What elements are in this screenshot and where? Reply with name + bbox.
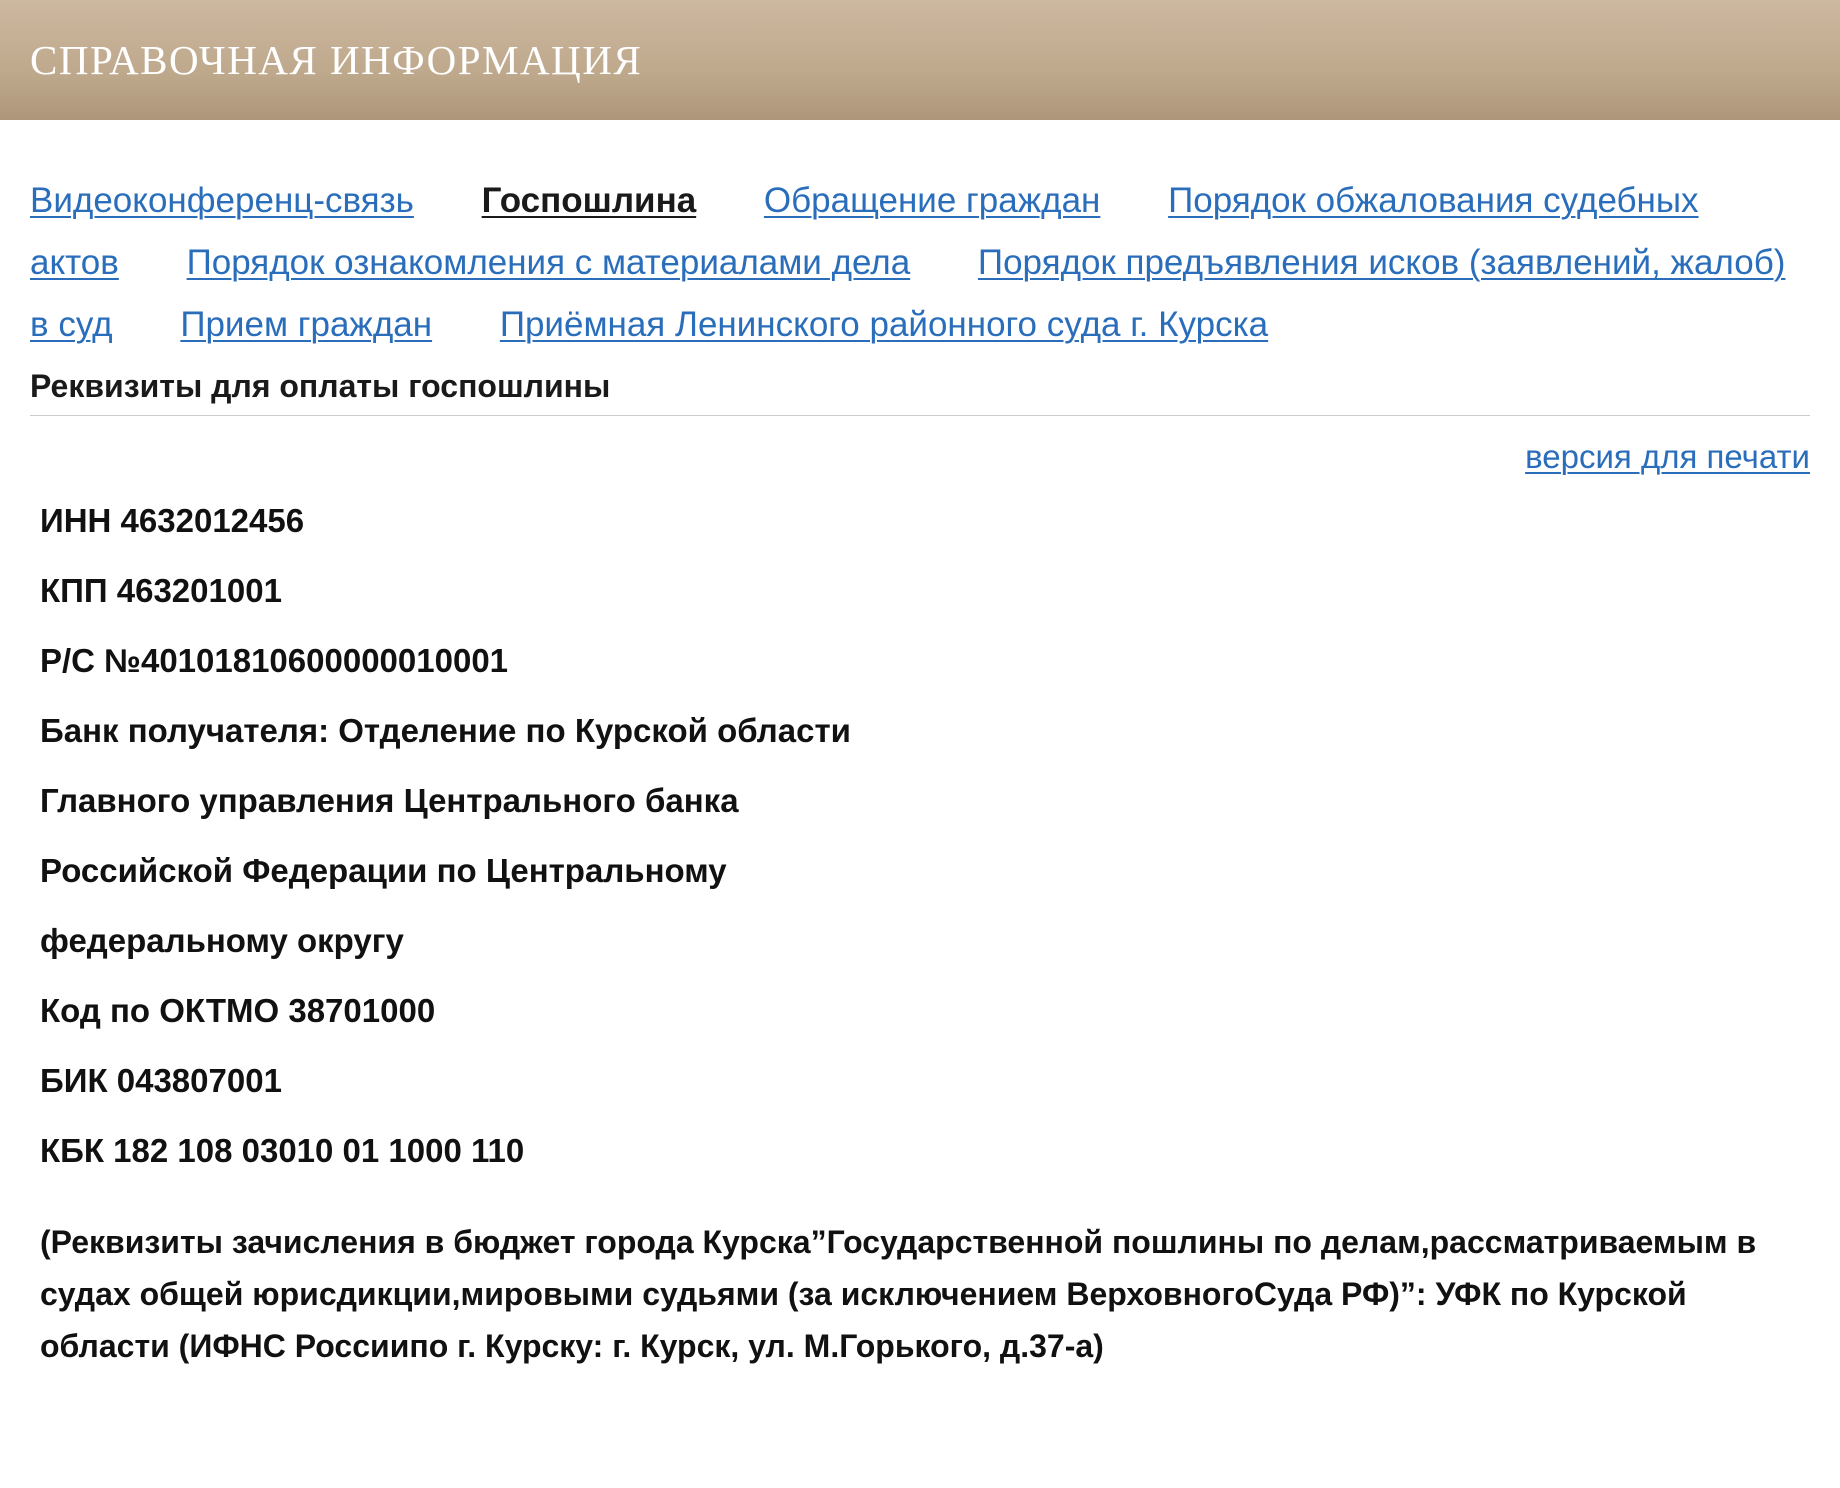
nav-link-citizen-appeals[interactable]: Обращение граждан <box>763 181 1101 220</box>
nav-links <box>30 170 1810 356</box>
detail-bik: БИК 043807001 <box>40 1062 282 1099</box>
nav-link-filing-claims[interactable]: Порядок предъявления исков (заявлений, жалоб) в суд <box>30 243 1786 344</box>
section-title: Реквизиты для оплаты госпошлины <box>30 368 1810 416</box>
header-title: СПРАВОЧНАЯ ИНФОРМАЦИЯ <box>30 37 643 83</box>
print-row <box>30 438 1810 476</box>
detail-kpp: КПП 463201001 <box>40 572 282 609</box>
detail-bank-line-4: федеральному округу <box>40 922 404 959</box>
print-version-link[interactable]: версия для печати <box>1525 438 1810 475</box>
main-content <box>0 170 1840 1372</box>
detail-bank-line-1: Банк получателя: Отделение по Курской области <box>40 712 851 749</box>
detail-bank-line-3: Российской Федерации по Центральному <box>40 852 727 889</box>
nav-link-citizen-reception[interactable]: Прием граждан <box>180 305 433 344</box>
detail-bank-line-2: Главного управления Центрального банка <box>40 782 739 819</box>
payment-note: (Реквизиты зачисления в бюджет города Курска”Государственной пошлины по делам,рассматриваемым в судах общей юрисдикции,мировыми судьями (за исключением ВерховногоСуда РФ)”: УФК по Курской области (ИФНС Россиипо г. Курску: г. Курск, ул. М.Горького, д.37-а) <box>40 1224 1757 1364</box>
nav-link-case-materials[interactable]: Порядок ознакомления с материалами дела <box>186 243 911 282</box>
nav-link-videoconference[interactable]: Видеоконференц-связь <box>30 181 414 220</box>
nav-link-court-reception[interactable]: Приёмная Ленинского районного суда г. Курска <box>499 305 1269 344</box>
payment-details <box>30 486 1810 1186</box>
detail-kbk: КБК 182 108 03010 01 1000 110 <box>40 1132 525 1169</box>
nav-link-state-fee[interactable]: Госпошлина <box>481 181 697 220</box>
detail-account: Р/С №40101810600000010001 <box>40 642 509 679</box>
page-header <box>0 0 1840 120</box>
detail-inn: ИНН 4632012456 <box>40 502 305 539</box>
detail-oktmo: Код по ОКТМО 38701000 <box>40 992 436 1029</box>
nav-link-appeal-procedure[interactable]: Порядок обжалования судебных актов <box>30 181 1699 282</box>
